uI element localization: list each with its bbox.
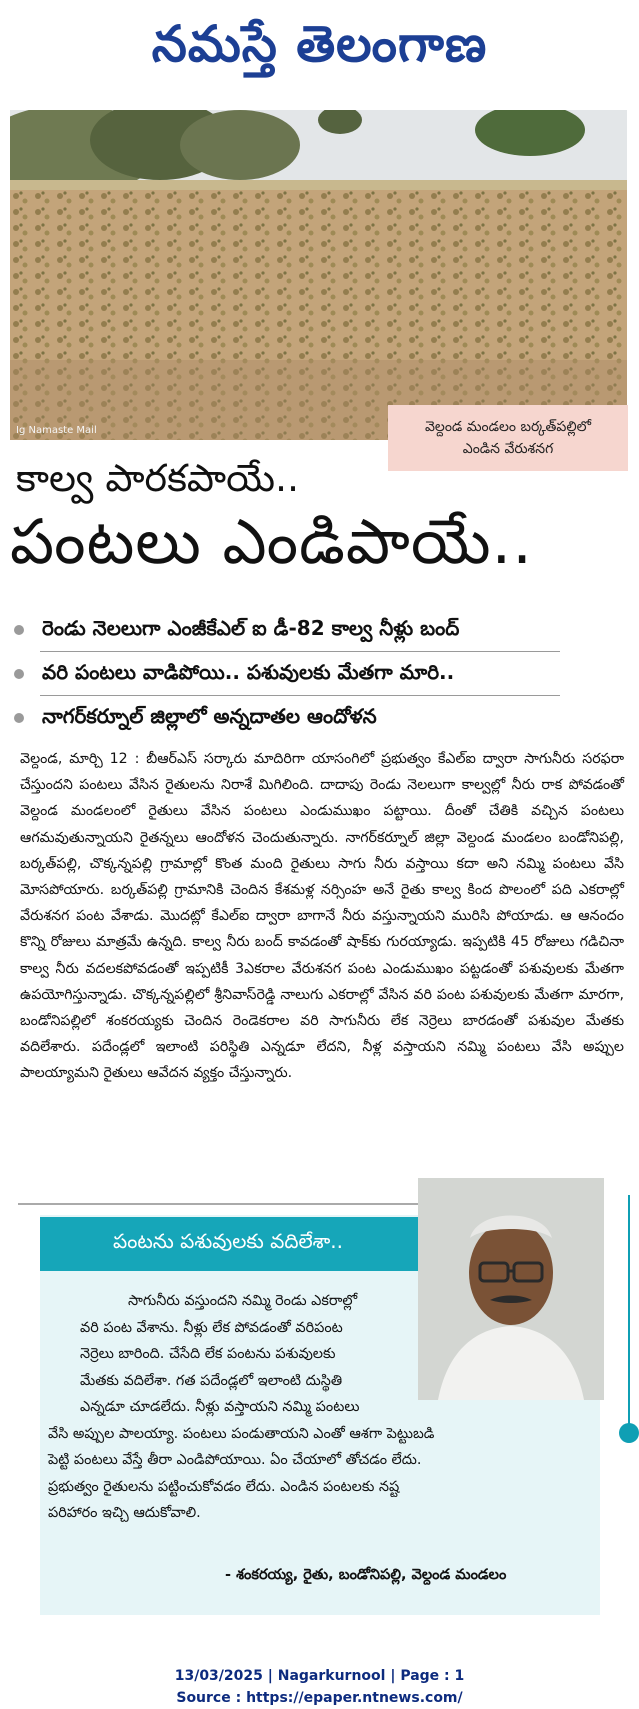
bullet-text: నాగర్‌కర్నూల్ జిల్లాలో అన్నదాతల ఆందోళన — [42, 703, 377, 728]
footer-source-link[interactable]: Source : https://epaper.ntnews.com/ — [176, 1690, 463, 1706]
bullet-item — [10, 696, 570, 740]
quote-byline: - శంకరయ్య, రైతు, బండోనిపల్లి, వెల్దండ మండలం — [225, 1567, 507, 1583]
photo-caption — [388, 405, 628, 471]
sidebar-quote-text — [48, 1288, 600, 1527]
field-photo — [10, 110, 627, 440]
sidebar-title: పంటను పశువులకు వదిలేశా.. — [113, 1229, 343, 1253]
photo-caption-line: ఎండిన వేరుశనగ — [462, 441, 554, 457]
headline-line-2: పంటలు ఎండిపాయే.. — [10, 505, 533, 578]
bullet-text: రెండు నెలలుగా ఎంజీకేఎల్ ఐ డీ-82 కాల్వ నీళ్లు బంద్ — [42, 615, 460, 640]
masthead — [0, 0, 639, 100]
headline-line-1: కాల్వ పారకపాయే.. — [16, 456, 300, 500]
bullet-dot-icon — [14, 713, 24, 723]
quote-line: ఎన్నడూ చూడలేదు. నీళ్లు వస్తాయని నమ్మి పంటలు — [80, 1399, 360, 1415]
quote-line: వరి పంట వేశాను. నీళ్లు లేక పోవడంతో వరిపంట — [80, 1319, 343, 1336]
bullet-dot-icon — [14, 669, 24, 679]
photo-credit: Ig Namaste Mail — [16, 425, 97, 436]
quote-line: ప్రభుత్వం రైతులను పట్టించుకోవడం లేదు. ఎండిన పంటలకు నష్ట — [48, 1478, 400, 1495]
quote-line: పరిహారం ఇచ్చి ఆదుకోవాలి. — [48, 1505, 201, 1521]
bullet-dot-icon — [14, 625, 24, 635]
bullet-item — [10, 652, 570, 696]
sidebar-accent-dot — [619, 1423, 639, 1443]
quote-line: పెట్టి పంటలు వేస్తే తీరా ఎండిపోయాయి. ఏం చేయాలో తోచడం లేదు. — [48, 1452, 422, 1468]
article-paragraph: వెల్దండ, మార్చి 12 : బీఆర్‌ఎస్ సర్కారు మాదిరిగా యాసంగిలో ప్రభుత్వం కేఎల్ఐ ద్వారా సాగునీరు సరఫరా చేస్తుందని పంటలు వేసిన రైతులను నిరాశే మిగిలింది. దాదాపు రెండు నెలలుగా కాల్వల్లో నీరు రాక పోవడంతో వెల్దండ మండలంలో రైతులు వేసిన పంటలు ఎండుముఖం పట్టాయి. దీంతో చేతికి వచ్చిన పంటలు ఆగమవుతున్నాయని రైతన్నలు ఆందోళన చెందుతున్నారు. నాగర్‌కర్నూల్ జిల్లా వెల్దండ మండలం బండోనిపల్లి, బర్కత్‌పల్లి, చొక్కన్నపల్లి గ్రామాల్లో కొంత మంది రైతులు సాగు నీరు వస్తాయి కదా అని నమ్మి పంటలు వేసి మోసపోయారు. బర్కత్‌పల్లి గ్రామానికి చెందిన కేశమళ్ల నర్సింహ అనే రైతు కాల్వ కింద పొలంలో పది ఎకరాల్లో వేరుశనగ పంట వేశాడు. మొదట్లో కేఎల్ఐ ద్వారా బాగానే నీరు వస్తున్నాయని మురిసి పోయాడు. ఆ ఆనందం కొన్ని రోజులు మాత్రమే ఉన్నది. కాల్వ నీరు బంద్ కావడంతో షాక్‌కు గురయ్యాడు. ఇప్పటికి 45 రోజులు గడిచినా కాల్వ నీరు వదలకపోవడంతో ఇప్పటికీ 3ఎకరాల వేరుశనగ పంట ఎండుముఖం పట్టడంతో పశువులకు మేతగా ఉపయోగిస్తున్నాడు. చొక్కన్నపల్లిలో శ్రీనివాస్‌రెడ్డి నాలుగు ఎకరాల్లో వేసిన వరి పంట పశువులకు మేతగా మారగా, బండోనిపల్లిలో శంకరయ్యకు చెందిన రెండెకరాల వరి సాగునీరు లేక నెర్రెలు బారడంతో పశువుల మేతకు వదిలేశారు. పదేండ్లలో ఇలాంటి పరిస్థితి ఎన్నడూ లేదని, నీళ్ల వస్తాయని నమ్మి పంటలు వేసి అప్పుల పాలయ్యామని రైతులు ఆవేదన వ్యక్తం చేస్తున్నారు. — [20, 751, 624, 1082]
quote-line: సాగునీరు వస్తుందని నమ్మి రెండు ఎకరాల్లో — [128, 1293, 358, 1309]
sidebar-accent-line — [628, 1195, 630, 1427]
masthead-title: నమస్తే తెలంగాణ — [151, 14, 488, 73]
bullet-item — [10, 608, 570, 652]
sidebar-top-rule — [18, 1203, 458, 1205]
footer-edition-info: 13/03/2025 | Nagarkurnool | Page : 1 — [174, 1668, 465, 1684]
page-footer — [0, 1665, 639, 1709]
bullet-text: వరి పంటలు వాడిపోయి.. పశువులకు మేతగా మారి.. — [42, 659, 455, 684]
article-body — [20, 746, 624, 1087]
quote-line: వేసి అప్పుల పాలయ్యా. పంటలు పండుతాయని ఎంతో ఆశగా పెట్టుబడి — [48, 1425, 435, 1442]
quote-line: మేతకు వదిలేశా. గత పదేండ్లలో ఇలాంటి దుస్థితి — [80, 1372, 343, 1389]
quote-line: నెర్రెలు బారింది. చేసేది లేక పంటను పశువులకు — [80, 1346, 336, 1362]
photo-caption-line: వెల్దండ మండలం బర్కత్‌పల్లిలో — [424, 419, 592, 435]
tree-line-illustration — [10, 110, 627, 200]
crop-field-illustration — [10, 190, 627, 440]
